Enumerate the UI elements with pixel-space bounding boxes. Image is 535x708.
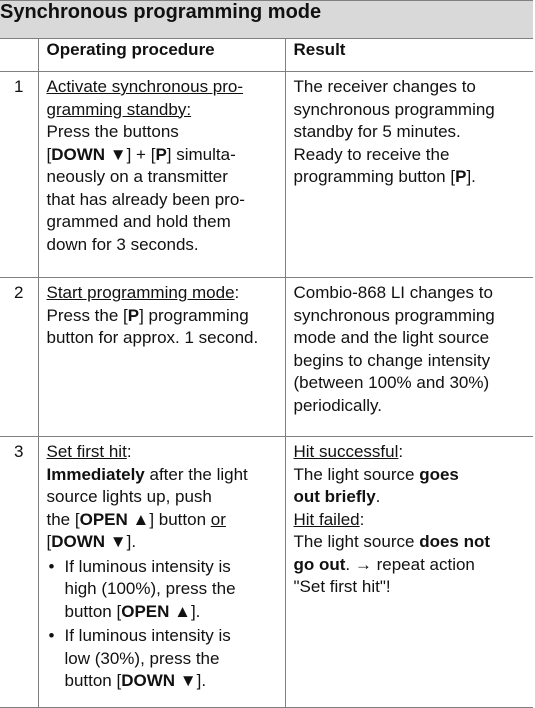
result-line — [294, 531, 528, 554]
key-open: OPEN ▲ — [79, 509, 150, 529]
step-heading-line: Activate synchronous pro- — [46, 77, 244, 96]
bullet-text: button [ — [64, 671, 122, 690]
step-number: 2 — [0, 278, 38, 437]
table-title: Synchronous programming mode — [0, 1, 533, 39]
list-item — [47, 625, 277, 693]
result-line — [294, 464, 528, 487]
result-line: synchronous programming — [293, 99, 495, 119]
result-line: mode and the light source — [293, 328, 490, 347]
bullet-icon: • — [48, 626, 55, 645]
bullet-line — [65, 601, 277, 624]
hit-successful-label: Hit successful — [293, 442, 399, 461]
bullet-line: low (30%), press the — [64, 648, 220, 668]
table-header-row — [0, 39, 533, 72]
header-result: Result — [285, 39, 533, 72]
result-text: The light source — [293, 464, 420, 484]
bullet-list — [47, 556, 277, 693]
table-row — [0, 278, 533, 437]
result-line: Combio-868 LI changes to — [293, 283, 493, 302]
or-text: or — [210, 509, 226, 529]
result-line: (between 100% and 30%) — [293, 373, 490, 392]
step-heading-line — [47, 441, 277, 464]
key-p: P — [127, 305, 140, 325]
bullet-icon: • — [48, 556, 55, 576]
result-line: standby for 5 minutes. — [293, 122, 461, 141]
procedure-text: ]. — [126, 532, 137, 551]
result-line: "Set first hit"! — [293, 577, 391, 596]
procedure-line: down for 3 seconds. — [46, 234, 199, 254]
key-open: OPEN ▲ — [121, 601, 191, 621]
procedure-text: ] button — [149, 509, 211, 529]
result-cell — [285, 437, 533, 708]
key-p: P — [455, 167, 467, 186]
result-text: . — [375, 487, 381, 506]
procedure-line: neously on a transmitter — [46, 167, 228, 186]
procedure-line: grammed and hold them — [46, 212, 231, 231]
result-text: The light source — [293, 532, 420, 551]
result-line: synchronous programming — [293, 305, 495, 325]
result-emphasis: goes — [419, 464, 459, 484]
procedure-line — [47, 531, 277, 554]
key-p: P — [155, 144, 167, 164]
step-heading-line — [47, 282, 277, 305]
result-emphasis: go out — [293, 554, 346, 574]
hit-failed-label: Hit failed — [293, 509, 360, 529]
procedure-text: after the light — [144, 464, 248, 484]
list-item — [47, 556, 277, 624]
result-line: begins to change intensity — [293, 350, 491, 370]
procedure-line: button for approx. 1 second. — [46, 328, 259, 347]
step-heading-suffix: : — [126, 442, 132, 461]
bullet-text: ]. — [190, 601, 201, 621]
bullet-line: If luminous intensity is — [64, 626, 231, 645]
header-step-number — [0, 39, 38, 72]
procedure-line — [47, 509, 277, 532]
procedure-text: [ — [46, 532, 52, 551]
result-cell — [285, 278, 533, 437]
procedure-line — [47, 464, 277, 487]
operating-procedure-cell — [38, 72, 285, 278]
bullet-line — [65, 670, 277, 693]
step-heading-line: gramming standby: — [46, 99, 192, 119]
result-cell — [285, 72, 533, 278]
result-line: programming button [P]. — [293, 167, 476, 186]
procedure-line: that has already been pro- — [46, 189, 245, 209]
result-line: Ready to receive the — [293, 144, 450, 164]
step-number: 1 — [0, 72, 38, 278]
result-line: The receiver changes to — [293, 77, 476, 96]
emphasis-immediately: Immediately — [46, 464, 145, 484]
result-line — [294, 509, 528, 532]
operating-procedure-cell — [38, 278, 285, 437]
bullet-text: ]. — [196, 671, 207, 690]
result-text: : — [398, 442, 404, 461]
procedure-text: the [ — [46, 509, 80, 529]
step-number: 3 — [0, 437, 38, 708]
result-emphasis: out briefly — [293, 487, 376, 506]
procedure-line: Press the buttons — [46, 122, 179, 141]
result-text: : — [359, 509, 365, 529]
key-down: DOWN ▼ — [121, 671, 197, 690]
procedure-line: source lights up, push — [46, 487, 212, 506]
procedure-line: [DOWN ▼] + [P] simulta- — [46, 144, 236, 164]
operating-procedure-cell — [38, 437, 285, 708]
result-line — [294, 554, 528, 577]
table-row — [0, 72, 533, 278]
bullet-text: button [ — [64, 601, 122, 621]
bullet-line: If luminous intensity is — [64, 556, 231, 576]
step-heading: Set first hit — [46, 442, 127, 461]
step-heading-suffix: : — [234, 283, 240, 302]
table-row — [0, 437, 533, 708]
key-down: DOWN ▼ — [51, 144, 127, 164]
result-line — [294, 441, 528, 464]
step-heading: Start programming mode — [46, 283, 235, 302]
result-text: . → repeat action — [345, 554, 475, 574]
result-line: periodically. — [293, 395, 383, 415]
table-title-row — [0, 1, 533, 39]
bullet-line: high (100%), press the — [64, 579, 236, 598]
result-emphasis: does not — [419, 532, 491, 551]
procedure-line: Press the [P] programming — [46, 305, 249, 325]
key-down: DOWN ▼ — [51, 532, 127, 551]
result-line — [294, 486, 528, 509]
header-operating-procedure: Operating procedure — [38, 39, 285, 72]
